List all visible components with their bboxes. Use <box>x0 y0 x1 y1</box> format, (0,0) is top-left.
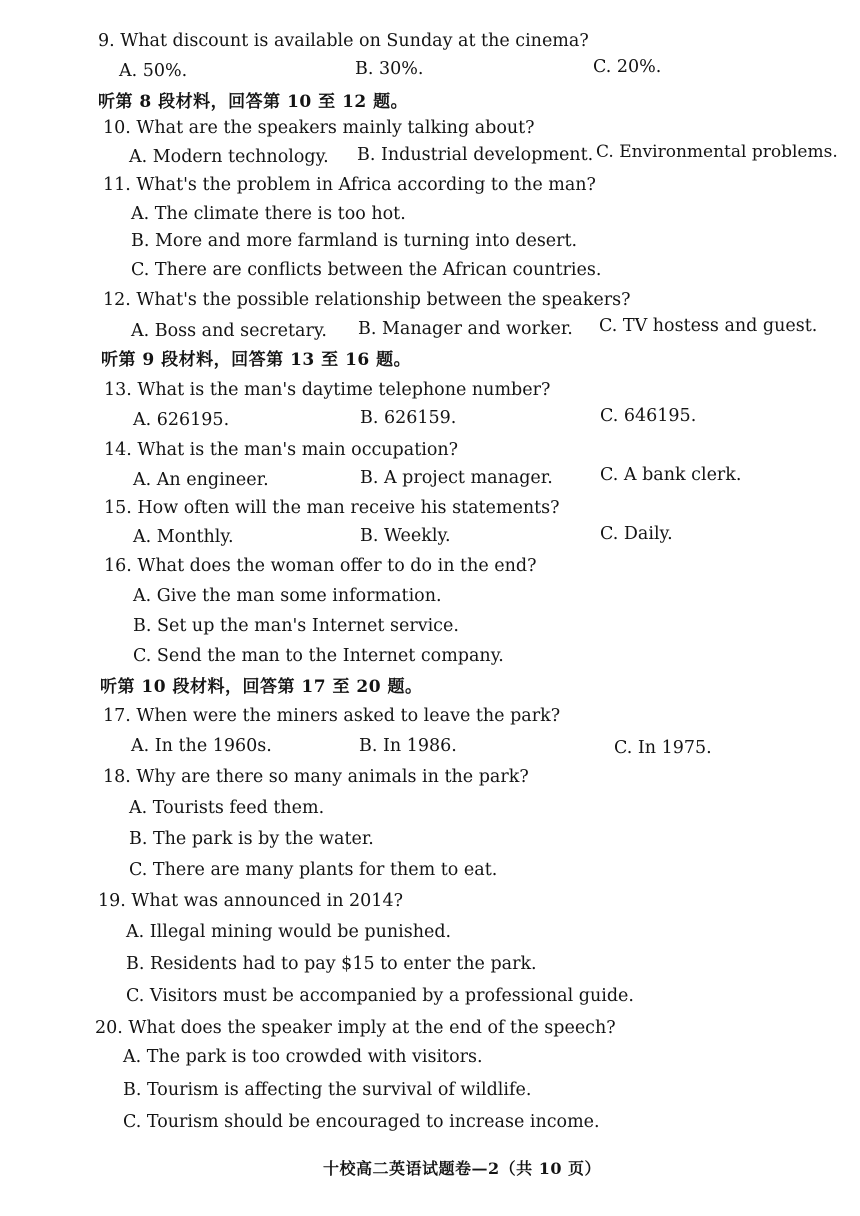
question-11-stem: 11. What's the problem in Africa according to the man? <box>103 175 596 195</box>
question-17-stem: 17. When were the miners asked to leave the park? <box>103 706 561 726</box>
question-14-option-b: B. A project manager. <box>360 468 553 488</box>
page-footer: 十校高二英语试题卷—2（共 10 页） <box>323 1159 602 1178</box>
question-12-option-c: C. TV hostess and guest. <box>599 316 818 336</box>
question-18-stem: 18. Why are there so many animals in the park? <box>103 767 529 787</box>
question-14-option-c: C. A bank clerk. <box>600 465 742 485</box>
question-13-option-a: A. 626195. <box>133 410 230 430</box>
question-12-option-b: B. Manager and worker. <box>358 319 573 339</box>
question-15-option-a: A. Monthly. <box>133 527 234 547</box>
question-14-option-a: A. An engineer. <box>133 470 269 490</box>
question-16-stem: 16. What does the woman offer to do in the end? <box>104 556 537 576</box>
question-11-option-a: A. The climate there is too hot. <box>131 204 406 224</box>
question-17-option-c: C. In 1975. <box>614 738 712 758</box>
question-15-option-c: C. Daily. <box>600 524 673 544</box>
question-19-option-b: B. Residents had to pay $15 to enter the park. <box>126 954 537 974</box>
question-18-option-c: C. There are many plants for them to eat. <box>129 860 498 880</box>
section-heading-8: 听第 8 段材料，回答第 10 至 12 题。 <box>98 92 409 112</box>
question-10-option-a: A. Modern technology. <box>129 147 329 167</box>
question-15-option-b: B. Weekly. <box>360 526 451 546</box>
question-18-option-a: A. Tourists feed them. <box>129 798 325 818</box>
question-9-stem: 9. What discount is available on Sunday at the cinema? <box>98 31 589 51</box>
section-heading-10: 听第 10 段材料，回答第 17 至 20 题。 <box>100 677 423 697</box>
question-10-option-c: C. Environmental problems. <box>596 142 838 162</box>
question-13-option-b: B. 626159. <box>360 408 457 428</box>
question-15-stem: 15. How often will the man receive his statements? <box>104 498 560 518</box>
question-11-option-c: C. There are conflicts between the African countries. <box>131 260 602 280</box>
question-19-option-a: A. Illegal mining would be punished. <box>126 922 452 942</box>
section-heading-9: 听第 9 段材料，回答第 13 至 16 题。 <box>101 350 412 370</box>
question-16-option-b: B. Set up the man's Internet service. <box>133 616 459 636</box>
question-16-option-a: A. Give the man some information. <box>133 586 442 606</box>
question-10-stem: 10. What are the speakers mainly talking about? <box>103 118 535 138</box>
question-14-stem: 14. What is the man's main occupation? <box>104 440 459 460</box>
question-19-stem: 19. What was announced in 2014? <box>98 891 403 911</box>
question-13-option-c: C. 646195. <box>600 406 697 426</box>
question-9-option-b: B. 30%. <box>355 59 424 79</box>
question-20-option-b: B. Tourism is affecting the survival of wildlife. <box>123 1080 532 1100</box>
question-11-option-b: B. More and more farmland is turning into desert. <box>131 231 578 251</box>
question-12-stem: 12. What's the possible relationship between the speakers? <box>103 290 631 310</box>
question-9-option-a: A. 50%. <box>119 61 188 81</box>
question-12-option-a: A. Boss and secretary. <box>131 321 327 341</box>
question-9-option-c: C. 20%. <box>593 57 662 77</box>
question-20-option-c: C. Tourism should be encouraged to increase income. <box>123 1112 600 1132</box>
question-10-option-b: B. Industrial development. <box>357 145 594 165</box>
question-16-option-c: C. Send the man to the Internet company. <box>133 646 504 666</box>
question-18-option-b: B. The park is by the water. <box>129 829 374 849</box>
question-17-option-a: A. In the 1960s. <box>131 736 272 756</box>
question-20-option-a: A. The park is too crowded with visitors. <box>123 1047 483 1067</box>
question-20-stem: 20. What does the speaker imply at the end of the speech? <box>95 1018 616 1038</box>
question-17-option-b: B. In 1986. <box>359 736 457 756</box>
question-13-stem: 13. What is the man's daytime telephone number? <box>104 380 551 400</box>
question-19-option-c: C. Visitors must be accompanied by a professional guide. <box>126 986 634 1006</box>
